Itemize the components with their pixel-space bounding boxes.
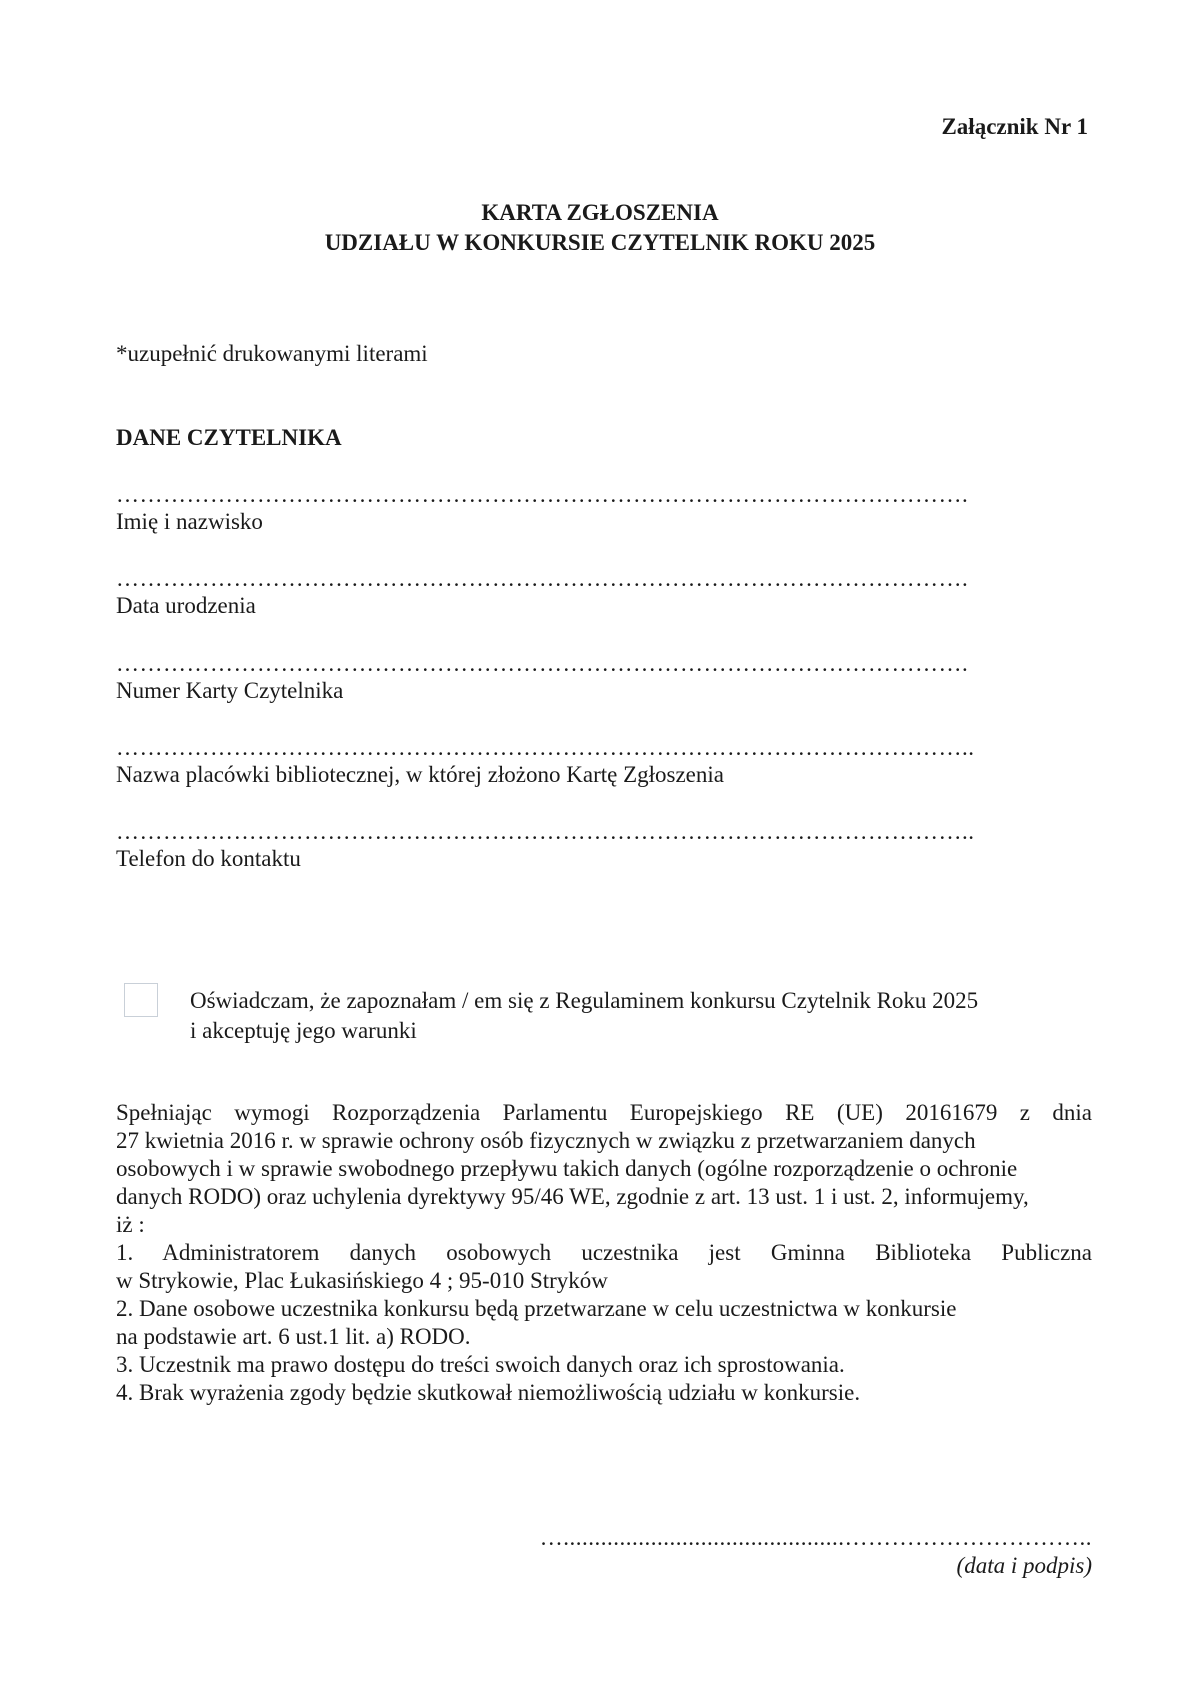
gdpr-point-2-line-2: na podstawie art. 6 ust.1 lit. a) RODO.	[116, 1324, 471, 1349]
gdpr-intro-line-2: 27 kwietnia 2016 r. w sprawie ochrony osób fizycznych w związku z przetwarzaniem danych	[116, 1128, 976, 1153]
gdpr-information-clause	[116, 1099, 1092, 1407]
form-title-line-1: KARTA ZGŁOSZENIA	[481, 200, 719, 225]
gdpr-intro-line-5: iż :	[116, 1212, 145, 1237]
card-number-field-label: Numer Karty Czytelnika	[116, 678, 344, 703]
name-field-dotted-line[interactable]: ……………………………………………………………………………………………….	[116, 482, 969, 507]
signature-dotted-line[interactable]: ….............................................…………………………..	[539, 1525, 1092, 1550]
gdpr-point-3: 3. Uczestnik ma prawo dostępu do treści swoich danych oraz ich sprostowania.	[116, 1352, 845, 1377]
phone-field-dotted-line[interactable]: ………………………………………………………………………………………………..	[116, 819, 975, 844]
birthdate-field-label: Data urodzenia	[116, 593, 256, 618]
gdpr-point-2-line-1: 2. Dane osobowe uczestnika konkursu będą przetwarzane w celu uczestnictwa w konkursie	[116, 1296, 957, 1321]
library-field-dotted-line[interactable]: ………………………………………………………………………………………………..	[116, 735, 975, 760]
card-number-field-dotted-line[interactable]: ……………………………………………………………………………………………….	[116, 651, 969, 676]
annex-label: Załącznik Nr 1	[941, 114, 1088, 139]
section-title-reader-data: DANE CZYTELNIKA	[116, 425, 342, 450]
phone-field-label: Telefon do kontaktu	[116, 846, 301, 871]
consent-statement-line-1: Oświadczam, że zapoznałam / em się z Regulaminem konkursu Czytelnik Roku 2025	[190, 988, 979, 1013]
consent-statement-line-2: i akceptuję jego warunki	[190, 1018, 417, 1043]
date-and-signature-label: (data i podpis)	[956, 1553, 1092, 1578]
gdpr-intro-line-3: osobowych i w sprawie swobodnego przepływu takich danych (ogólne rozporządzenie o ochronie	[116, 1156, 1018, 1181]
form-title-line-2: UDZIAŁU W KONKURSIE CZYTELNIK ROKU 2025	[324, 230, 876, 255]
library-field-label: Nazwa placówki bibliotecznej, w której złożono Kartę Zgłoszenia	[116, 762, 724, 787]
name-field-label: Imię i nazwisko	[116, 509, 263, 534]
gdpr-point-1-line-1: 1. Administratorem danych osobowych uczestnika jest Gminna Biblioteka Publiczna	[116, 1240, 1092, 1265]
gdpr-point-1-line-2: w Strykowie, Plac Łukasińskiego 4 ; 95-010 Stryków	[116, 1268, 608, 1293]
gdpr-intro-line-1: Spełniając wymogi Rozporządzenia Parlamentu Europejskiego RE (UE) 20161679 z dnia	[116, 1100, 1092, 1125]
regulation-consent-checkbox[interactable]	[124, 983, 158, 1017]
gdpr-intro-line-4: danych RODO) oraz uchylenia dyrektywy 95/46 WE, zgodnie z art. 13 ust. 1 i ust. 2, informujemy,	[116, 1184, 1029, 1209]
fill-instruction-note: *uzupełnić drukowanymi literami	[116, 341, 428, 366]
regulation-consent-statement	[190, 986, 978, 1046]
gdpr-point-4: 4. Brak wyrażenia zgody będzie skutkował niemożliwością udziału w konkursie.	[116, 1380, 861, 1405]
birthdate-field-dotted-line[interactable]: ……………………………………………………………………………………………….	[116, 566, 969, 591]
